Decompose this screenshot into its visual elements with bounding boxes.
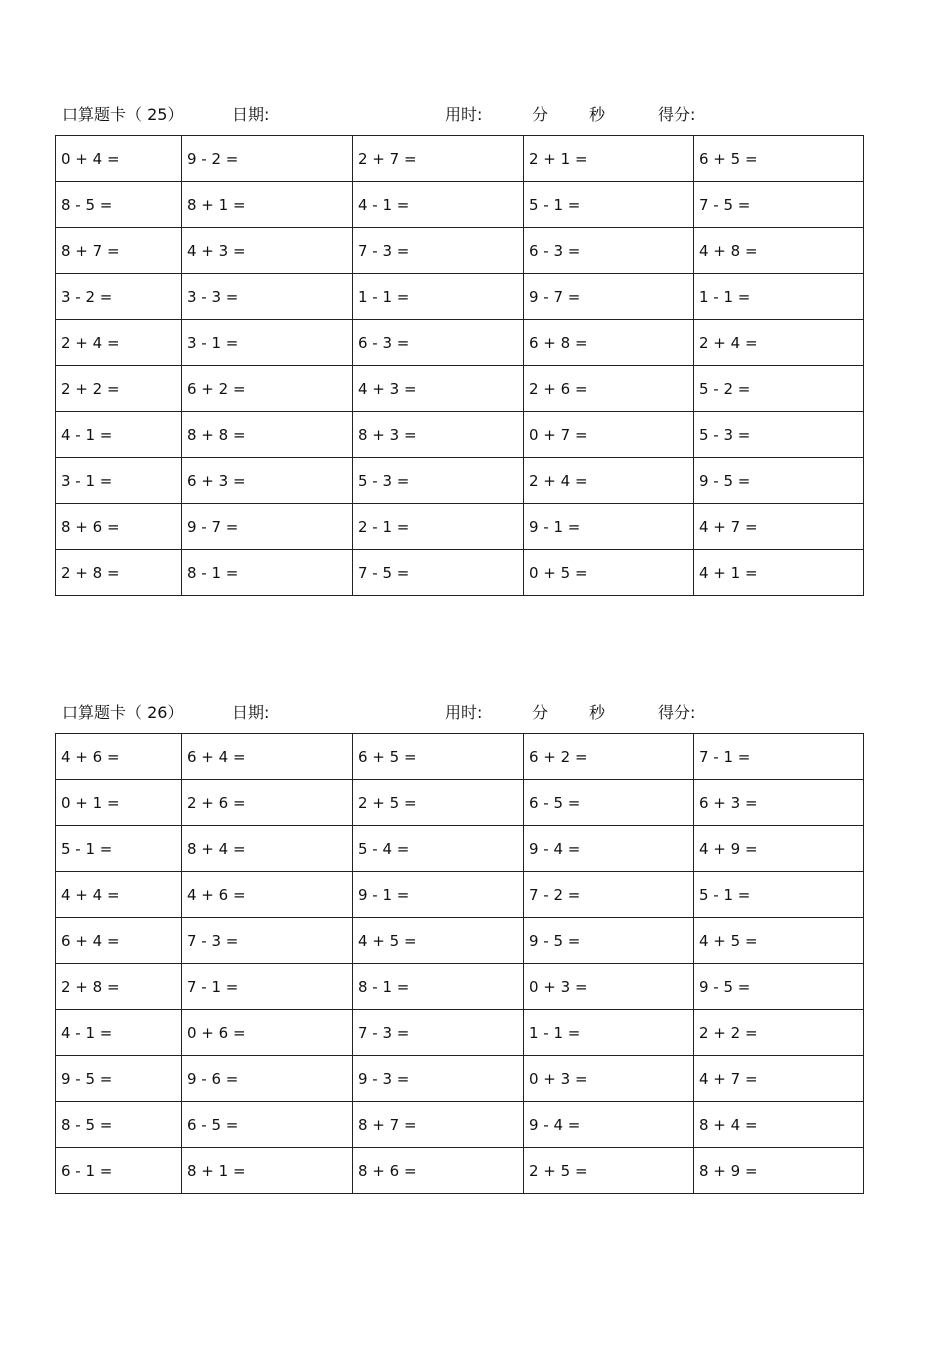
problem-row: [56, 1102, 864, 1148]
problem-cell: 3 - 1 =: [182, 320, 353, 366]
problem-cell: 8 - 1 =: [353, 964, 524, 1010]
problem-cell: 9 - 5 =: [56, 1056, 182, 1102]
problem-cell: 8 - 5 =: [56, 1102, 182, 1148]
problem-cell: 2 + 5 =: [353, 780, 524, 826]
problem-cell: 2 + 4 =: [694, 320, 864, 366]
problem-cell: 2 - 1 =: [353, 504, 524, 550]
problem-cell: 4 - 1 =: [56, 412, 182, 458]
problem-cell: 2 + 4 =: [56, 320, 182, 366]
problem-cell: 3 - 3 =: [182, 274, 353, 320]
problem-cell: 8 + 6 =: [353, 1148, 524, 1194]
card-header: [55, 98, 863, 135]
problem-row: [56, 274, 864, 320]
problem-grid: [55, 135, 864, 596]
problem-cell: 4 + 6 =: [182, 872, 353, 918]
problem-cell: 1 - 1 =: [524, 1010, 694, 1056]
problem-row: [56, 780, 864, 826]
problem-cell: 9 - 7 =: [182, 504, 353, 550]
problem-cell: 6 + 3 =: [694, 780, 864, 826]
problem-cell: 9 - 3 =: [353, 1056, 524, 1102]
time-used-label: 用时:: [445, 105, 483, 124]
card-title: 口算题卡（ 25）: [62, 105, 184, 124]
problem-grid: [55, 733, 864, 1194]
problem-row: [56, 826, 864, 872]
time-used-label: 用时:: [445, 703, 483, 722]
problem-cell: 3 - 2 =: [56, 274, 182, 320]
problem-cell: 4 + 1 =: [694, 550, 864, 596]
problem-cell: 0 + 7 =: [524, 412, 694, 458]
problem-cell: 8 + 1 =: [182, 182, 353, 228]
problem-cell: 0 + 3 =: [524, 964, 694, 1010]
problem-cell: 6 + 4 =: [182, 734, 353, 780]
problem-cell: 7 - 3 =: [353, 1010, 524, 1056]
problem-cell: 6 + 5 =: [353, 734, 524, 780]
problem-cell: 5 - 3 =: [353, 458, 524, 504]
problem-cell: 2 + 2 =: [694, 1010, 864, 1056]
seconds-label: 秒: [589, 703, 606, 722]
problem-cell: 7 - 1 =: [182, 964, 353, 1010]
problem-row: [56, 1010, 864, 1056]
worksheet-card-26: [55, 696, 863, 1194]
problem-cell: 6 + 2 =: [182, 366, 353, 412]
problem-cell: 8 + 4 =: [182, 826, 353, 872]
problem-cell: 1 - 1 =: [353, 274, 524, 320]
problem-cell: 8 + 1 =: [182, 1148, 353, 1194]
problem-cell: 6 + 2 =: [524, 734, 694, 780]
problem-row: [56, 550, 864, 596]
date-label: 日期:: [232, 105, 270, 124]
problem-cell: 4 + 7 =: [694, 504, 864, 550]
problem-row: [56, 504, 864, 550]
problem-cell: 4 + 3 =: [353, 366, 524, 412]
problem-row: [56, 964, 864, 1010]
problem-row: [56, 320, 864, 366]
problem-cell: 2 + 8 =: [56, 964, 182, 1010]
problem-row: [56, 918, 864, 964]
problem-cell: 0 + 5 =: [524, 550, 694, 596]
problem-cell: 8 + 8 =: [182, 412, 353, 458]
worksheet-card-25: [55, 98, 863, 596]
problem-cell: 8 + 9 =: [694, 1148, 864, 1194]
problem-cell: 8 - 5 =: [56, 182, 182, 228]
problem-row: [56, 412, 864, 458]
problem-cell: 8 + 6 =: [56, 504, 182, 550]
problem-cell: 4 + 4 =: [56, 872, 182, 918]
problem-cell: 9 - 2 =: [182, 136, 353, 182]
problem-cell: 8 - 1 =: [182, 550, 353, 596]
problem-cell: 9 - 6 =: [182, 1056, 353, 1102]
problem-cell: 2 + 4 =: [524, 458, 694, 504]
problem-row: [56, 1056, 864, 1102]
problem-cell: 0 + 4 =: [56, 136, 182, 182]
minutes-label: 分: [532, 703, 549, 722]
problem-row: [56, 182, 864, 228]
problem-cell: 2 + 8 =: [56, 550, 182, 596]
problem-cell: 8 + 7 =: [353, 1102, 524, 1148]
problem-cell: 4 + 6 =: [56, 734, 182, 780]
problem-row: [56, 734, 864, 780]
problem-cell: 9 - 4 =: [524, 1102, 694, 1148]
problem-cell: 2 + 5 =: [524, 1148, 694, 1194]
problem-cell: 7 - 5 =: [353, 550, 524, 596]
problem-row: [56, 366, 864, 412]
problem-cell: 2 + 6 =: [182, 780, 353, 826]
problem-row: [56, 872, 864, 918]
problem-cell: 6 + 4 =: [56, 918, 182, 964]
problem-cell: 2 + 7 =: [353, 136, 524, 182]
problem-cell: 9 - 7 =: [524, 274, 694, 320]
problem-cell: 9 - 1 =: [524, 504, 694, 550]
problem-cell: 7 - 3 =: [353, 228, 524, 274]
problem-cell: 7 - 5 =: [694, 182, 864, 228]
problem-cell: 5 - 4 =: [353, 826, 524, 872]
problem-cell: 6 + 8 =: [524, 320, 694, 366]
problem-cell: 0 + 1 =: [56, 780, 182, 826]
problem-row: [56, 136, 864, 182]
problem-cell: 4 + 7 =: [694, 1056, 864, 1102]
problem-cell: 6 + 5 =: [694, 136, 864, 182]
score-label: 得分:: [658, 105, 696, 124]
problem-cell: 7 - 2 =: [524, 872, 694, 918]
seconds-label: 秒: [589, 105, 606, 124]
problem-cell: 1 - 1 =: [694, 274, 864, 320]
problem-cell: 2 + 1 =: [524, 136, 694, 182]
problem-cell: 5 - 1 =: [56, 826, 182, 872]
problem-cell: 5 - 2 =: [694, 366, 864, 412]
problem-cell: 8 + 3 =: [353, 412, 524, 458]
card-title: 口算题卡（ 26）: [62, 703, 184, 722]
problem-cell: 4 + 3 =: [182, 228, 353, 274]
problem-cell: 9 - 5 =: [524, 918, 694, 964]
minutes-label: 分: [532, 105, 549, 124]
problem-row: [56, 458, 864, 504]
score-label: 得分:: [658, 703, 696, 722]
problem-cell: 7 - 1 =: [694, 734, 864, 780]
problem-cell: 6 + 3 =: [182, 458, 353, 504]
problem-cell: 8 + 4 =: [694, 1102, 864, 1148]
problem-cell: 2 + 6 =: [524, 366, 694, 412]
problem-cell: 9 - 5 =: [694, 964, 864, 1010]
problem-cell: 4 - 1 =: [353, 182, 524, 228]
problem-cell: 6 - 3 =: [353, 320, 524, 366]
problem-cell: 4 + 5 =: [353, 918, 524, 964]
problem-row: [56, 1148, 864, 1194]
problem-cell: 9 - 4 =: [524, 826, 694, 872]
problem-cell: 9 - 1 =: [353, 872, 524, 918]
problem-cell: 5 - 1 =: [524, 182, 694, 228]
problem-cell: 6 - 5 =: [524, 780, 694, 826]
problem-cell: 5 - 1 =: [694, 872, 864, 918]
problem-row: [56, 228, 864, 274]
problem-cell: 6 - 1 =: [56, 1148, 182, 1194]
problem-cell: 0 + 3 =: [524, 1056, 694, 1102]
problem-cell: 8 + 7 =: [56, 228, 182, 274]
date-label: 日期:: [232, 703, 270, 722]
problem-cell: 4 + 9 =: [694, 826, 864, 872]
problem-cell: 4 + 5 =: [694, 918, 864, 964]
problem-cell: 3 - 1 =: [56, 458, 182, 504]
problem-cell: 5 - 3 =: [694, 412, 864, 458]
problem-cell: 2 + 2 =: [56, 366, 182, 412]
problem-cell: 7 - 3 =: [182, 918, 353, 964]
problem-cell: 4 - 1 =: [56, 1010, 182, 1056]
problem-cell: 6 - 5 =: [182, 1102, 353, 1148]
card-header: [55, 696, 863, 733]
problem-cell: 9 - 5 =: [694, 458, 864, 504]
problem-cell: 0 + 6 =: [182, 1010, 353, 1056]
problem-cell: 4 + 8 =: [694, 228, 864, 274]
problem-cell: 6 - 3 =: [524, 228, 694, 274]
